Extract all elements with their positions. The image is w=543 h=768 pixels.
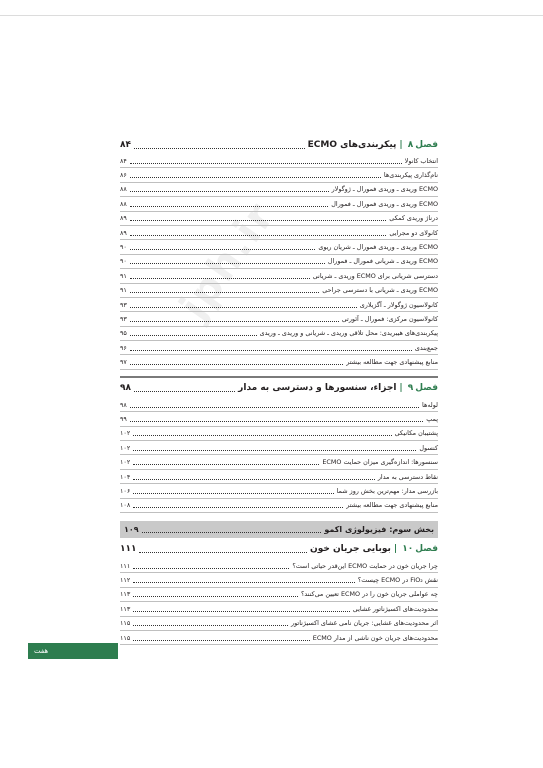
entry-title: کنسول: [419, 443, 438, 452]
chapter-10-entries: [120, 559, 438, 645]
entry-title: انتخاب کانولا: [404, 156, 438, 165]
toc-entry[interactable]: [120, 573, 438, 587]
entry-title: نام‌گذاری پیکربندی‌ها: [383, 171, 438, 180]
entry-page: ۸۸: [120, 185, 127, 194]
entry-title: ECMO وریدی ـ شریانی فمورال ـ فمورال: [327, 257, 438, 266]
leader-dots: [133, 635, 309, 641]
toc-entry[interactable]: [120, 617, 438, 631]
page-number-tab: [28, 643, 118, 659]
page-number: ۸۴: [120, 139, 131, 150]
chapter-separator: |: [399, 139, 403, 150]
toc-entry[interactable]: [120, 341, 438, 355]
toc-entry[interactable]: [120, 588, 438, 602]
entry-page: ۱۱۲: [120, 576, 131, 585]
leader-dots: [130, 230, 386, 236]
entry-page: ۸۹: [120, 214, 127, 223]
entry-page: ۱۰۲: [120, 458, 131, 467]
toc-entry[interactable]: [120, 298, 438, 312]
leader-dots: [133, 459, 319, 465]
leader-dots: [130, 158, 402, 164]
entry-title: نقاط دسترسی به مدار: [377, 472, 438, 481]
top-rule: [0, 15, 543, 16]
entry-title: منابع پیشنهادی جهت مطالعه بیشتر: [346, 501, 438, 510]
entry-page: ۹۳: [120, 300, 127, 309]
toc-entry[interactable]: [120, 183, 438, 197]
part-title: بخش سوم: فیزیولوژی اکمو: [324, 524, 434, 534]
entry-title: محدودیت‌های جریان خون ناشی از مدار ECMO: [312, 633, 438, 642]
entry-page: ۸۹: [120, 228, 127, 237]
entry-page: ۱۰۲: [120, 429, 131, 438]
toc-entry[interactable]: [120, 312, 438, 326]
toc-entry[interactable]: [120, 168, 438, 182]
entry-page: ۱۱۵: [120, 619, 131, 628]
entry-title: کانولاسیون ژوگولار ـ آگزیلاری: [359, 300, 438, 309]
leader-dots: [133, 502, 343, 508]
entry-title: ECMO وریدی ـ شریانی با دسترسی جراحی: [322, 286, 438, 295]
toc-entry[interactable]: [120, 441, 438, 455]
entry-page: ۹۱: [120, 286, 127, 295]
entry-page: ۱۱۱: [120, 561, 131, 570]
toc-entry[interactable]: [120, 154, 438, 168]
entry-page: ۹۳: [120, 314, 127, 323]
toc-entry[interactable]: [120, 470, 438, 484]
chapter-title: اجزاء، سنسورها و دسترسی به مدار: [238, 383, 397, 394]
toc-entry[interactable]: [120, 602, 438, 616]
entry-page: ۹۰: [120, 257, 127, 266]
chapter-8-entries: [120, 154, 438, 370]
toc-entry[interactable]: [120, 427, 438, 441]
toc-entry[interactable]: [120, 226, 438, 240]
leader-dots: [134, 141, 305, 149]
entry-title: ECMO وریدی ـ وریدی فمورال ـ شریان ریوی: [318, 243, 438, 252]
toc-entry[interactable]: [120, 631, 438, 645]
chapter-number: ۹: [407, 383, 414, 394]
leader-dots: [139, 545, 307, 553]
entry-title: ECMO وریدی ـ وریدی فمورال ـ فمورال: [331, 199, 438, 208]
leader-dots: [133, 563, 289, 569]
entry-title: پیکربندی‌های هیبریدی: محل تلاقی وریدی ـ شریانی و وریدی ـ وریدی: [259, 329, 438, 338]
leader-dots: [133, 606, 349, 612]
toc-entry[interactable]: [120, 327, 438, 341]
leader-dots: [130, 359, 343, 365]
entry-page: ۹۸: [120, 400, 127, 409]
toc-entry[interactable]: [120, 455, 438, 469]
toc-entry[interactable]: [120, 284, 438, 298]
chapter-label: فصل: [415, 139, 438, 150]
leader-dots: [130, 244, 315, 250]
entry-title: دسترسی شریانی برای ECMO وریدی ـ شریانی: [312, 271, 438, 280]
leader-dots: [130, 345, 412, 351]
chapter-number: ۱۰: [402, 544, 414, 555]
leader-dots: [130, 215, 386, 221]
leader-dots: [133, 445, 416, 451]
toc-entry[interactable]: [120, 484, 438, 498]
leader-dots: [130, 416, 423, 422]
entry-page: ۱۰۸: [120, 501, 131, 510]
leader-dots: [142, 525, 322, 533]
entry-page: ۸۸: [120, 199, 127, 208]
leader-dots: [130, 172, 381, 178]
entry-title: درناژ وریدی کمکی: [389, 214, 438, 223]
chapter-label: فصل: [415, 383, 438, 394]
leader-dots: [133, 488, 333, 494]
entry-title: محدودیت‌های اکسیژناتور غشایی: [352, 604, 438, 613]
toc-entry[interactable]: [120, 212, 438, 226]
leader-dots: [133, 591, 298, 597]
entry-page: ۸۶: [120, 171, 127, 180]
entry-page: ۱۰۲: [120, 443, 131, 452]
entry-page: ۹۶: [120, 343, 127, 352]
entry-title: سنسورها: اندازه‌گیری میزان حمایت ECMO: [322, 458, 438, 467]
leader-dots: [130, 273, 310, 279]
entry-page: ۱۰۴: [120, 472, 131, 481]
leader-dots: [130, 316, 339, 322]
page-number: ۹۸: [120, 383, 131, 394]
leader-dots: [130, 330, 257, 336]
leader-dots: [130, 402, 419, 408]
entry-title: پشتیبان مکانیکی: [394, 429, 438, 438]
chapter-9-entries: [120, 398, 438, 513]
entry-page: ۱۱۵: [120, 633, 131, 642]
leader-dots: [130, 201, 328, 207]
page-number: ۱۱۱: [120, 544, 137, 555]
entry-title: لوله‌ها: [422, 400, 438, 409]
page-number: ۱۰۹: [124, 524, 139, 534]
entry-page: ۹۰: [120, 243, 127, 252]
entry-page: ۹۷: [120, 358, 127, 367]
entry-page: ۹۵: [120, 329, 127, 338]
toc-entry[interactable]: [120, 240, 438, 254]
toc-entry[interactable]: [120, 499, 438, 513]
toc-entry[interactable]: [120, 197, 438, 211]
chapter-separator: |: [399, 383, 403, 394]
toc-entry[interactable]: [120, 412, 438, 426]
toc-entry[interactable]: [120, 255, 438, 269]
entry-title: کانولاسیون مرکزی: فمورال ـ آئورتی: [341, 314, 438, 323]
leader-dots: [133, 620, 288, 626]
table-of-contents: [120, 137, 438, 645]
chapter-8-heading[interactable]: [120, 137, 438, 152]
entry-title: منابع پیشنهادی جهت مطالعه بیشتر: [346, 358, 438, 367]
entry-title: جمع‌بندی: [414, 343, 438, 352]
entry-title: چرا جریان خون در حمایت ECMO این‌قدر حیاتی است؟: [292, 561, 438, 570]
entry-title: چه عواملی جریان خون را در ECMO تعیین می‌کنند؟: [300, 590, 438, 599]
entry-page: ۱۰۶: [120, 486, 131, 495]
chapter-label: فصل: [415, 544, 438, 555]
chapter-9-heading[interactable]: [120, 381, 438, 396]
leader-dots: [130, 302, 357, 308]
toc-entry[interactable]: [120, 398, 438, 412]
entry-page: ۱۱۳: [120, 590, 131, 599]
leader-dots: [130, 287, 319, 293]
entry-title: نقش FiO₂ در ECMO چیست؟: [357, 576, 438, 585]
entry-title: پمپ: [426, 414, 438, 423]
leader-dots: [133, 577, 355, 583]
leader-dots: [130, 258, 325, 264]
toc-entry[interactable]: [120, 355, 438, 369]
chapter-number: ۸: [407, 139, 414, 150]
section-divider: [120, 370, 438, 378]
part-3-heading[interactable]: [120, 521, 438, 538]
leader-dots: [133, 474, 375, 480]
entry-page: ۱۱۳: [120, 604, 131, 613]
chapter-title: پیکربندی‌های ECMO: [307, 139, 397, 150]
leader-dots: [133, 430, 391, 436]
leader-dots: [134, 384, 235, 392]
chapter-10-heading[interactable]: [120, 542, 438, 557]
leader-dots: [130, 186, 329, 192]
entry-title: بازرسی مدار: مهم‌ترین بخش روز شما: [336, 486, 438, 495]
toc-entry[interactable]: [120, 559, 438, 573]
chapter-separator: |: [393, 544, 398, 555]
entry-title: ECMO وریدی ـ وریدی فمورال ـ ژوگولار: [331, 185, 438, 194]
entry-title: اثر محدودیت‌های غشایی: جریان نامی غشای اکسیژناتور: [291, 619, 438, 628]
chapter-title: بوبایی جریان خون: [310, 544, 391, 555]
watermark: jph.ir: [171, 193, 285, 328]
footer-label: هفت: [34, 647, 49, 655]
entry-page: ۹۹: [120, 414, 127, 423]
entry-page: ۹۱: [120, 271, 127, 280]
entry-page: ۸۴: [120, 156, 127, 165]
toc-entry[interactable]: [120, 269, 438, 283]
entry-title: کانولای دو مجرایی: [389, 228, 438, 237]
